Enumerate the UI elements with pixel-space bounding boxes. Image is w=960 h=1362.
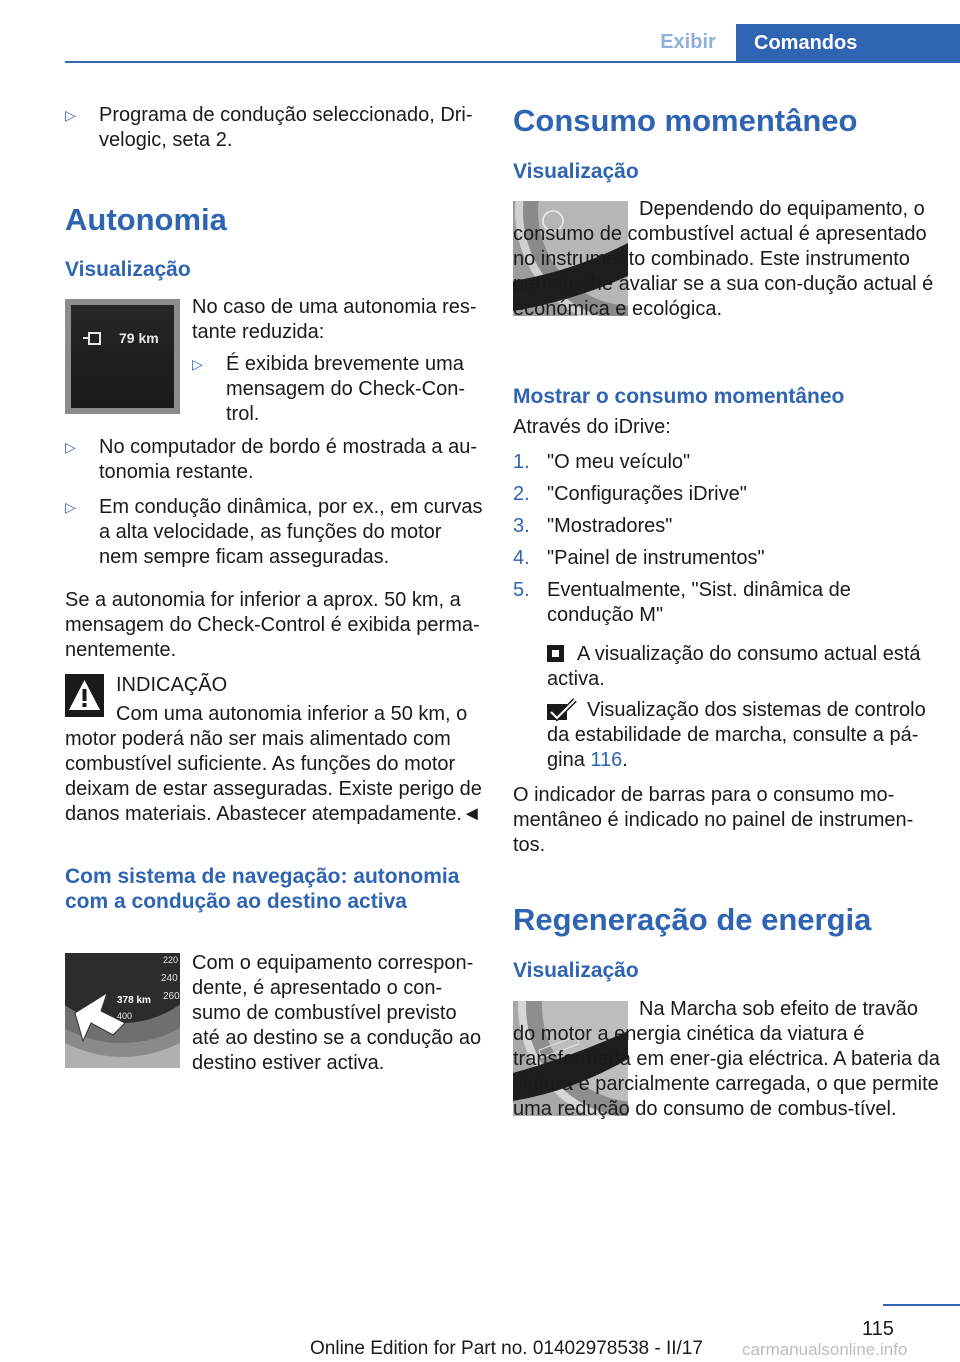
triangle-bullet-icon: ▷ [65,439,76,455]
nav-paragraph: Com o equipamento correspon-dente, é apresentado o con-sumo de combustível previsto até ao destino se a condução ao destino estiver activa. [192,952,482,1074]
consumo-paragraph: Dependendo do equipamento, o consumo de combustível actual é apresentado no instrumento combinado. Este instrumento permite-lhe avaliar se a sua con-dução actual é económica e ecológica. [513,198,934,320]
triangle-bullet-icon: ▷ [65,107,76,123]
gauge-readout: 378 km [117,995,151,1006]
bullet-text: Em condução dinâmica, por ex., em curvas a alta velocidade, as funções do motor nem sempre ficam asseguradas. [99,496,483,568]
tab-exibir[interactable]: Exibir [660,31,716,53]
step-text: "O meu veículo" [547,451,691,473]
mostrar-paragraph [513,783,933,858]
section-title-mostrar: Mostrar o consumo momentâneo [513,385,845,408]
list-item [513,578,943,628]
gauge-tick-240: 240 [161,973,178,984]
range-display-image [65,299,180,414]
regen-paragraph: Na Marcha sob efeito de travão do motor a energia cinética da viatura é transformada em ener-gia eléctrica. A bateria da viatura é parcialmente carregada, o que permite uma redução do consumo de combus-tível. [513,998,940,1120]
step-text: "Painel de instrumentos" [547,547,765,569]
consumo-section [513,104,943,184]
triangle-bullet-icon: ▷ [65,499,76,515]
autonomia-bullets [65,435,485,663]
regen-text [513,997,943,1122]
step-number: 1. [513,451,530,473]
paragraph-text: O indicador de barras para o consumo mo-mentâneo é indicado no painel de instrumen-tos. [513,784,914,856]
step-number: 5. [513,579,530,601]
autonomia-intro [192,295,482,427]
edition-text: Online Edition for Part no. 01402978538 - II/17 [310,1338,703,1359]
navigation-gauge-image [65,953,180,1068]
intro-text: No caso de uma autonomia res-tante reduzida: [192,296,477,343]
page-link[interactable]: 116 [590,749,623,771]
page-number: 115 [862,1318,894,1340]
subtitle-visualizacao: Visualização [65,258,191,281]
option-text-end: . [622,749,628,771]
checkmark-icon [547,698,579,722]
option-text: A visualização do consumo actual está activa. [547,643,921,690]
step-number: 2. [513,483,530,505]
mostrar-section [513,384,943,628]
section-title-autonomia: Autonomia [65,202,227,237]
nav-section [65,864,485,914]
option-text: Visualização dos sistemas de controlo da estabilidade de marcha, consulte a pá-gina [547,699,926,771]
warning-block [65,673,485,827]
section-title-regen: Regeneração de energia [513,902,872,937]
list-item [513,546,943,571]
bullet-text: É exibida brevemente uma mensagem do Check-Con-trol. [226,353,465,425]
subtitle-visualizacao: Visualização [513,160,639,183]
nav-text [192,951,484,1076]
fuel-pump-icon [89,333,100,344]
option-consumo [513,642,933,692]
gauge-tick-220: 220 [163,955,179,965]
bullet-text: Programa de condução seleccionado, Dri-velogic, seta 2. [99,104,473,151]
left-top-bullet [65,103,485,153]
checkbox-icon [547,645,564,662]
list-item [513,514,943,539]
step-number: 3. [513,515,530,537]
option-stability [513,698,933,773]
autonomia-paragraph: Se a autonomia for inferior a aprox. 50 km, a mensagem do Check-Control é exibida perma-nentemente. [65,589,480,661]
step-text: "Configurações iDrive" [547,483,747,505]
triangle-bullet-icon: ▷ [192,356,203,372]
header-rule [65,61,960,63]
watermark: carmanualsonline.info [742,1340,908,1359]
list-item [513,482,943,507]
bullet-text: No computador de bordo é mostrada a au-tonomia restante. [99,436,477,483]
list-item [513,450,943,475]
section-title-consumo: Consumo momentâneo [513,103,858,138]
autonomia-section [65,203,485,282]
tab-comandos[interactable]: Comandos [736,24,960,62]
step-text: Eventualmente, "Sist. dinâmica de condução M" [547,579,851,626]
footer-rule [883,1304,960,1306]
gauge-tick-400: 400 [117,1011,133,1021]
regen-section [513,903,943,983]
warning-title: INDICAÇÃO [116,674,228,696]
range-readout: 79 km [119,330,159,346]
mostrar-intro: Através do iDrive: [513,416,671,438]
gauge-tick-260: 260 [163,991,180,1002]
warning-text: Com uma autonomia inferior a 50 km, o motor poderá não ser mais alimentado com combustível suficiente. As funções do motor deixam de estar asseguradas. Existe perigo de danos materiais. Abastecer atempadamente.◄ [65,703,482,825]
subtitle-visualizacao: Visualização [513,959,639,982]
nav-section-title: Com sistema de navegação: autonomia com a condução ao destino activa [65,865,460,913]
consumo-text [513,197,943,322]
step-number: 4. [513,547,530,569]
step-text: "Mostradores" [547,515,673,537]
steps-list [513,450,943,628]
